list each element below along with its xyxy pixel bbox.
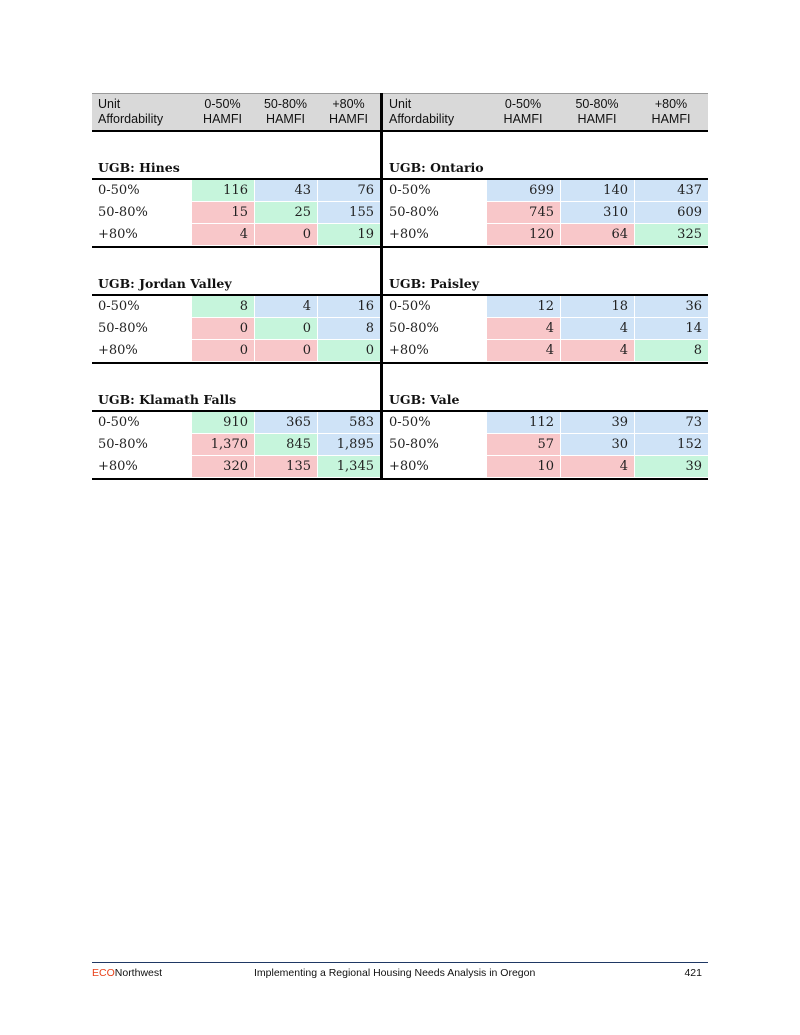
value-cell: 910 bbox=[191, 412, 254, 434]
ugb-title: UGB: Paisley bbox=[383, 274, 708, 296]
value-cell: 25 bbox=[254, 202, 317, 224]
table-row bbox=[92, 412, 380, 434]
value-cell: 16 bbox=[317, 296, 380, 318]
header-0-50: 0-50% HAMFI bbox=[203, 97, 242, 126]
table-row bbox=[383, 180, 708, 202]
header-50-80: 50-80% HAMFI bbox=[263, 97, 308, 126]
value-cell: 12 bbox=[486, 296, 560, 318]
value-cell: 112 bbox=[486, 412, 560, 434]
value-cell: 116 bbox=[191, 180, 254, 202]
ugb-title: UGB: Jordan Valley bbox=[92, 274, 380, 296]
table-row bbox=[383, 224, 708, 246]
value-cell: 4 bbox=[254, 296, 317, 318]
header-unit-affordability: Unit Affordability bbox=[98, 97, 164, 126]
value-cell: 30 bbox=[560, 434, 634, 456]
table-row bbox=[92, 434, 380, 456]
row-label: 0-50% bbox=[389, 299, 431, 314]
value-cell: 4 bbox=[560, 318, 634, 340]
table-row bbox=[92, 296, 380, 318]
value-cell: 1,345 bbox=[317, 456, 380, 478]
ugb-group bbox=[383, 158, 708, 248]
page-footer bbox=[92, 962, 708, 983]
table-row bbox=[383, 296, 708, 318]
value-cell: 0 bbox=[254, 224, 317, 246]
row-label: 0-50% bbox=[389, 415, 431, 430]
value-cell: 0 bbox=[191, 318, 254, 340]
value-cell: 4 bbox=[486, 318, 560, 340]
table-row bbox=[92, 180, 380, 202]
value-cell: 120 bbox=[486, 224, 560, 246]
value-cell: 10 bbox=[486, 456, 560, 478]
row-label: 50-80% bbox=[98, 437, 148, 452]
row-label: 0-50% bbox=[98, 299, 140, 314]
value-cell: 0 bbox=[254, 318, 317, 340]
value-cell: 39 bbox=[560, 412, 634, 434]
row-label: 0-50% bbox=[98, 183, 140, 198]
page-number: 421 bbox=[684, 967, 702, 979]
ugb-group bbox=[383, 274, 708, 364]
table-row bbox=[383, 340, 708, 362]
table-row bbox=[92, 202, 380, 224]
table-row bbox=[92, 340, 380, 362]
ugb-group bbox=[383, 390, 708, 480]
row-label: 50-80% bbox=[389, 205, 439, 220]
econorthwest-logo bbox=[92, 967, 162, 979]
row-label: 50-80% bbox=[389, 321, 439, 336]
header-80-plus: +80% HAMFI bbox=[651, 97, 691, 126]
value-cell: 699 bbox=[486, 180, 560, 202]
value-cell: 152 bbox=[634, 434, 708, 456]
table-row bbox=[92, 318, 380, 340]
value-cell: 1,895 bbox=[317, 434, 380, 456]
value-cell: 4 bbox=[560, 456, 634, 478]
table-header bbox=[92, 93, 380, 132]
value-cell: 8 bbox=[317, 318, 380, 340]
row-label: +80% bbox=[389, 459, 429, 474]
value-cell: 8 bbox=[634, 340, 708, 362]
value-cell: 609 bbox=[634, 202, 708, 224]
value-cell: 8 bbox=[191, 296, 254, 318]
value-cell: 140 bbox=[560, 180, 634, 202]
value-cell: 437 bbox=[634, 180, 708, 202]
document-title: Implementing a Regional Housing Needs Analysis in Oregon bbox=[254, 967, 536, 979]
table-row bbox=[92, 456, 380, 478]
value-cell: 4 bbox=[191, 224, 254, 246]
ugb-affordability-tables bbox=[92, 93, 708, 480]
value-cell: 4 bbox=[560, 340, 634, 362]
value-cell: 57 bbox=[486, 434, 560, 456]
row-label: 50-80% bbox=[98, 321, 148, 336]
value-cell: 320 bbox=[191, 456, 254, 478]
right-table bbox=[383, 93, 708, 480]
value-cell: 0 bbox=[254, 340, 317, 362]
brand-econ: ECO bbox=[92, 967, 115, 979]
value-cell: 36 bbox=[634, 296, 708, 318]
row-label: +80% bbox=[98, 459, 138, 474]
value-cell: 39 bbox=[634, 456, 708, 478]
value-cell: 43 bbox=[254, 180, 317, 202]
table-row bbox=[383, 318, 708, 340]
table-row bbox=[383, 434, 708, 456]
value-cell: 4 bbox=[486, 340, 560, 362]
row-label: +80% bbox=[389, 227, 429, 242]
value-cell: 310 bbox=[560, 202, 634, 224]
ugb-group bbox=[92, 158, 380, 248]
table-row bbox=[383, 456, 708, 478]
value-cell: 14 bbox=[634, 318, 708, 340]
ugb-title: UGB: Ontario bbox=[383, 158, 708, 180]
value-cell: 845 bbox=[254, 434, 317, 456]
value-cell: 155 bbox=[317, 202, 380, 224]
value-cell: 15 bbox=[191, 202, 254, 224]
value-cell: 365 bbox=[254, 412, 317, 434]
value-cell: 64 bbox=[560, 224, 634, 246]
table-row bbox=[92, 224, 380, 246]
ugb-group bbox=[92, 274, 380, 364]
value-cell: 583 bbox=[317, 412, 380, 434]
header-80-plus: +80% HAMFI bbox=[329, 97, 368, 126]
row-label: 50-80% bbox=[98, 205, 148, 220]
value-cell: 18 bbox=[560, 296, 634, 318]
ugb-group bbox=[92, 390, 380, 480]
value-cell: 19 bbox=[317, 224, 380, 246]
header-0-50: 0-50% HAMFI bbox=[503, 97, 543, 126]
left-table bbox=[92, 93, 383, 480]
value-cell: 325 bbox=[634, 224, 708, 246]
ugb-title: UGB: Vale bbox=[383, 390, 708, 412]
value-cell: 73 bbox=[634, 412, 708, 434]
row-label: 0-50% bbox=[98, 415, 140, 430]
value-cell: 135 bbox=[254, 456, 317, 478]
value-cell: 745 bbox=[486, 202, 560, 224]
value-cell: 0 bbox=[317, 340, 380, 362]
ugb-title: UGB: Hines bbox=[92, 158, 380, 180]
table-header bbox=[383, 93, 708, 132]
row-label: 50-80% bbox=[389, 437, 439, 452]
row-label: +80% bbox=[98, 343, 138, 358]
value-cell: 1,370 bbox=[191, 434, 254, 456]
brand-rest: Northwest bbox=[114, 967, 163, 979]
row-label: 0-50% bbox=[389, 183, 431, 198]
header-50-80: 50-80% HAMFI bbox=[575, 97, 619, 126]
ugb-title: UGB: Klamath Falls bbox=[92, 390, 380, 412]
table-row bbox=[383, 412, 708, 434]
row-label: +80% bbox=[98, 227, 138, 242]
table-row bbox=[383, 202, 708, 224]
header-unit-affordability: Unit Affordability bbox=[389, 97, 455, 126]
value-cell: 76 bbox=[317, 180, 380, 202]
row-label: +80% bbox=[389, 343, 429, 358]
value-cell: 0 bbox=[191, 340, 254, 362]
